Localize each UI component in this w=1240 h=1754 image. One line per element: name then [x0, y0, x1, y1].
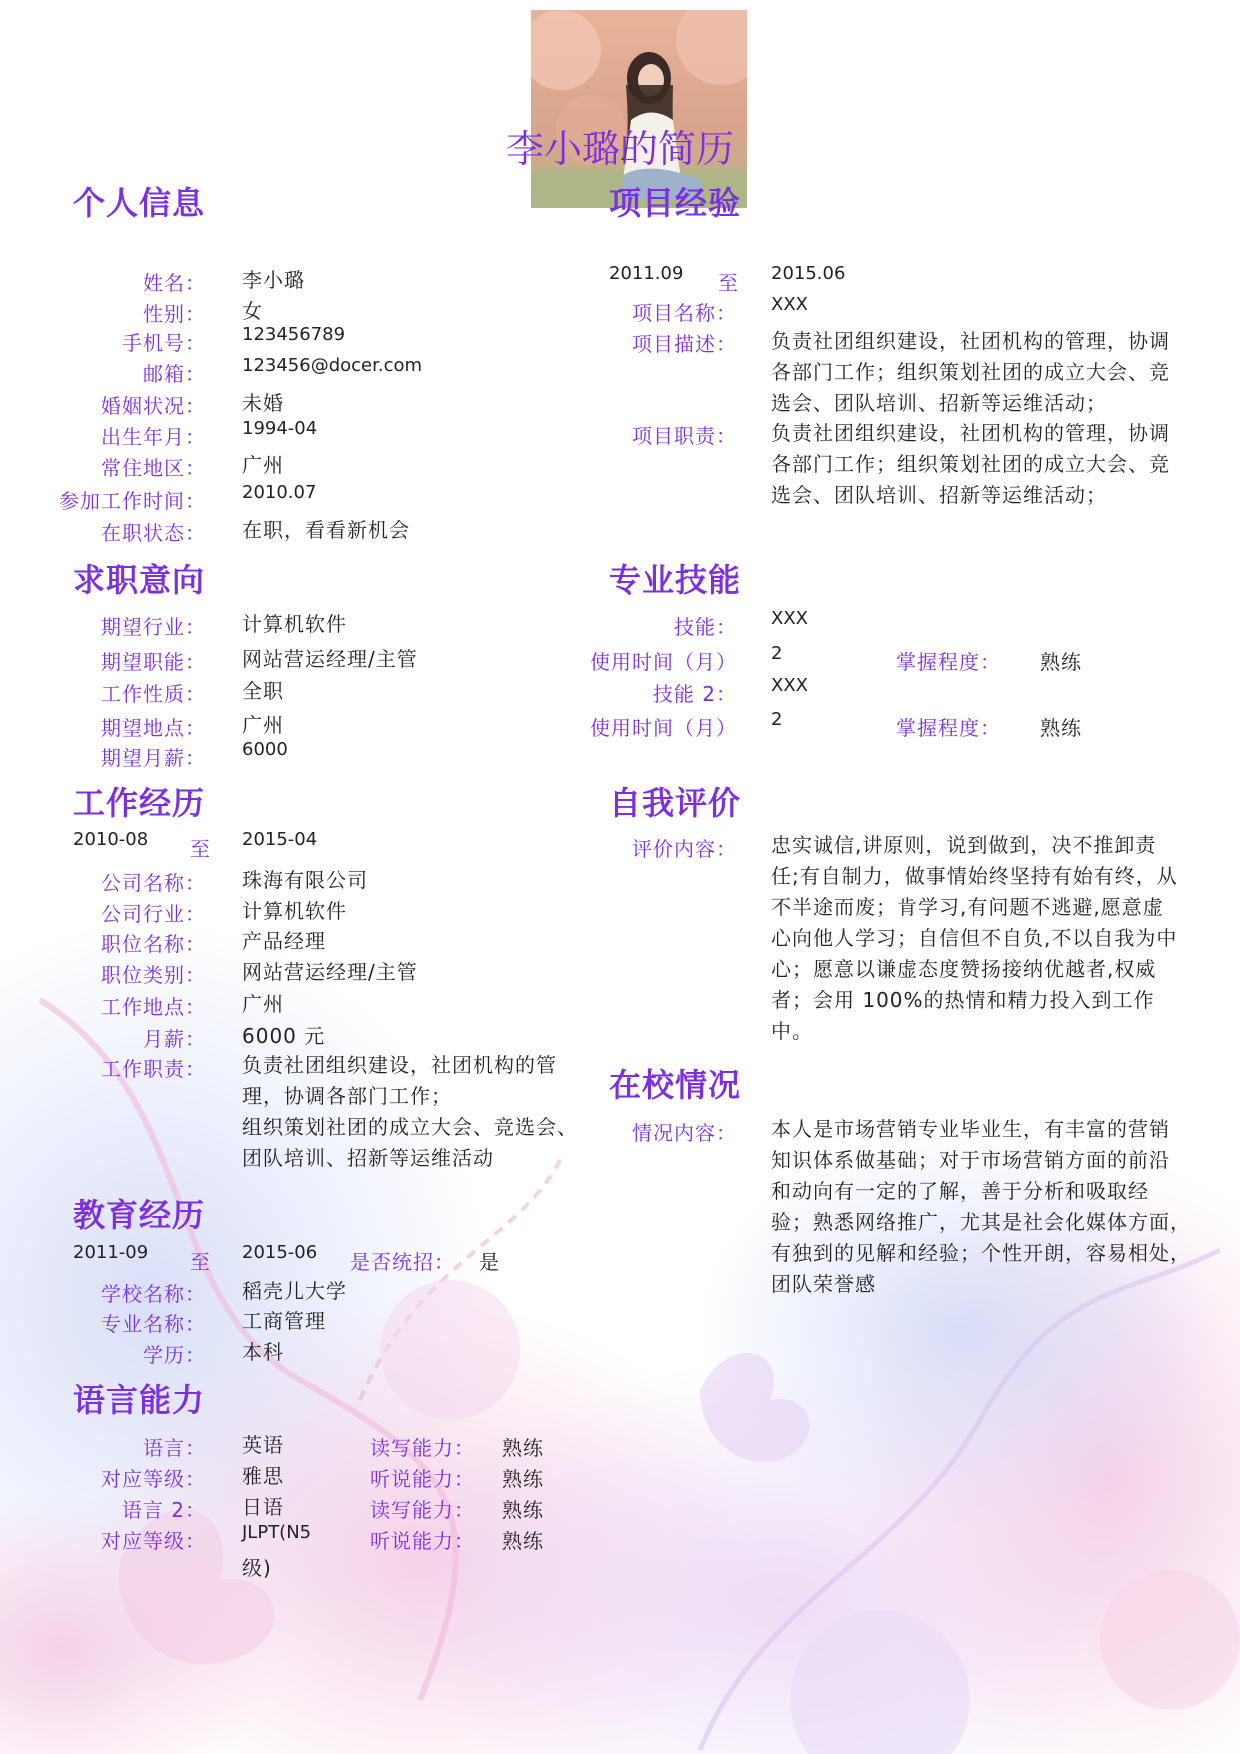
self-eval-line: 忠实诚信,讲原则，说到做到，决不推卸责 [771, 833, 1157, 857]
personal-value: 1994-04 [242, 418, 318, 439]
campus-line: 团队荣誉感 [771, 1272, 876, 1296]
work-value: 网站营运经理/主管 [242, 960, 418, 984]
personal-label: 在职状态： [101, 521, 206, 545]
section-heading-education: 教育经历 [73, 1196, 206, 1234]
language-label: 对应等级： [101, 1529, 206, 1553]
skill-label: 技能： [674, 615, 737, 639]
personal-value: 123456@docer.com [242, 355, 423, 376]
skill-value: XXX [771, 608, 808, 629]
project-name-label: 项目名称： [632, 301, 737, 325]
personal-label: 参加工作时间： [59, 489, 206, 513]
language-skill-value: 熟练 [502, 1529, 544, 1553]
section-heading-skills: 专业技能 [609, 561, 742, 599]
intent-label: 期望职能： [101, 650, 206, 674]
work-start-date: 2010-08 [73, 829, 149, 850]
language-value: 日语 [242, 1495, 284, 1519]
work-label: 公司名称： [101, 871, 206, 895]
project-role-text [771, 418, 1191, 511]
self-eval-line: 心向他人学习；自信但不自负,不以自我为中 [771, 926, 1178, 950]
edu-tongzhao-label: 是否统招： [350, 1250, 455, 1274]
work-label: 公司行业： [101, 902, 206, 926]
work-duty-line: 组织策划社团的成立大会、竞选会、 [242, 1115, 578, 1139]
resume-title: 李小璐的简历 [505, 127, 734, 171]
intent-value: 计算机软件 [242, 612, 347, 636]
skill-level-label: 掌握程度： [896, 650, 1001, 674]
campus-line: 知识体系做基础；对于市场营销方面的前沿 [771, 1148, 1170, 1172]
work-duty-text [242, 1050, 602, 1174]
intent-value: 广州 [242, 713, 284, 737]
skill-value: 2 [771, 643, 783, 664]
work-to-label: 至 [190, 837, 210, 861]
intent-value: 全职 [242, 679, 284, 703]
language-label: 语言： [143, 1436, 206, 1460]
campus-line: 和动向有一定的了解，善于分析和吸取经 [771, 1179, 1149, 1203]
project-desc-line: 负责社团组织建设，社团机构的管理，协调 [771, 329, 1170, 353]
personal-value: 李小璐 [242, 268, 305, 292]
education-label: 专业名称： [101, 1312, 206, 1336]
personal-value: 2010.07 [242, 482, 317, 503]
intent-value: 6000 [242, 739, 288, 760]
personal-label: 婚姻状况： [101, 394, 206, 418]
language-label: 对应等级： [101, 1467, 206, 1491]
self-eval-label: 评价内容： [632, 837, 737, 861]
self-eval-line: 者；会用 100%的热情和精力投入到工作中。 [771, 988, 1155, 1043]
project-desc-line: 各部门工作；组织策划社团的成立大会、竞 [771, 360, 1170, 384]
language-skill-label: 读写能力： [370, 1436, 475, 1460]
self-eval-text [771, 830, 1191, 1047]
education-label: 学校名称： [101, 1282, 206, 1306]
work-value: 计算机软件 [242, 899, 347, 923]
skill-label: 使用时间（月） [590, 716, 737, 740]
project-start-date: 2011.09 [609, 263, 684, 284]
section-heading-campus: 在校情况 [609, 1066, 742, 1104]
language-skill-value: 熟练 [502, 1436, 544, 1460]
education-value: 本科 [242, 1340, 284, 1364]
project-desc-line: 选会、团队培训、招新等运维活动； [771, 391, 1107, 415]
personal-value: 在职，看看新机会 [242, 518, 410, 542]
education-value: 工商管理 [242, 1309, 326, 1333]
work-label: 月薪： [143, 1027, 206, 1051]
section-heading-language: 语言能力 [73, 1381, 206, 1419]
edu-end-date: 2015-06 [242, 1242, 318, 1263]
skill-label: 使用时间（月） [590, 650, 737, 674]
work-value: 广州 [242, 992, 284, 1016]
language-value: 英语 [242, 1433, 284, 1457]
work-duty-line: 理，协调各部门工作； [242, 1084, 452, 1108]
education-value: 稻壳儿大学 [242, 1279, 347, 1303]
self-eval-line: 任;有自制力，做事情始终坚持有始有终，从 [771, 864, 1178, 888]
language-skill-value: 熟练 [502, 1498, 544, 1522]
language-skill-label: 读写能力： [370, 1498, 475, 1522]
project-role-label: 项目职责： [632, 424, 737, 448]
project-end-date: 2015.06 [771, 263, 846, 284]
campus-line: 本人是市场营销专业毕业生，有丰富的营销 [771, 1117, 1170, 1141]
intent-label: 期望地点： [101, 716, 206, 740]
work-label: 职位类别： [101, 963, 206, 987]
intent-label: 期望月薪： [101, 746, 206, 770]
project-role-line: 各部门工作；组织策划社团的成立大会、竞 [771, 452, 1170, 476]
personal-value: 广州 [242, 453, 284, 477]
language-value: JLPT(N5 [242, 1522, 312, 1543]
work-label: 工作地点： [101, 995, 206, 1019]
campus-line: 验；熟悉网络推广，尤其是社会化媒体方面， [771, 1210, 1191, 1234]
project-to-label: 至 [718, 271, 738, 295]
work-value: 产品经理 [242, 929, 326, 953]
intent-label: 期望行业： [101, 615, 206, 639]
language-label: 语言 2： [121, 1498, 206, 1522]
intent-value: 网站营运经理/主管 [242, 647, 418, 671]
section-heading-work: 工作经历 [73, 784, 206, 822]
personal-label: 性别： [143, 302, 206, 326]
project-desc-label: 项目描述： [632, 332, 737, 356]
language-skill-label: 听说能力： [370, 1467, 475, 1491]
project-name-value: XXX [771, 294, 808, 315]
work-duty-label: 工作职责： [101, 1057, 206, 1081]
section-heading-project: 项目经验 [609, 184, 742, 222]
lang-value-line2: 级) [242, 1556, 272, 1580]
project-desc-text [771, 326, 1191, 419]
work-value: 珠海有限公司 [242, 868, 368, 892]
campus-text [771, 1114, 1191, 1300]
education-label: 学历： [143, 1343, 206, 1367]
skill-level-value: 熟练 [1040, 650, 1082, 674]
edu-start-date: 2011-09 [73, 1242, 149, 1263]
section-heading-personal: 个人信息 [73, 184, 206, 222]
personal-value: 123456789 [242, 324, 346, 345]
work-label: 职位名称： [101, 932, 206, 956]
skill-level-value: 熟练 [1040, 716, 1082, 740]
personal-label: 出生年月： [101, 425, 206, 449]
self-eval-line: 不半途而废；肯学习,有问题不逃避,愿意虚 [771, 895, 1164, 919]
personal-label: 姓名： [143, 271, 206, 295]
skill-level-label: 掌握程度： [896, 716, 1001, 740]
personal-label: 手机号： [122, 331, 206, 355]
language-skill-label: 听说能力： [370, 1529, 475, 1553]
campus-label: 情况内容： [632, 1121, 737, 1145]
language-value: 雅思 [242, 1464, 284, 1488]
skill-label: 技能 2： [652, 682, 737, 706]
personal-label: 常住地区： [101, 456, 206, 480]
work-duty-line: 团队培训、招新等运维活动 [242, 1146, 494, 1170]
personal-value: 女 [242, 299, 263, 323]
edu-tongzhao-value: 是 [479, 1250, 500, 1274]
intent-label: 工作性质： [101, 682, 206, 706]
work-duty-line: 负责社团组织建设，社团机构的管 [242, 1053, 557, 1077]
personal-value: 未婚 [242, 391, 284, 415]
work-value: 6000 元 [242, 1024, 326, 1048]
section-heading-self-eval: 自我评价 [609, 784, 742, 822]
project-role-line: 选会、团队培训、招新等运维活动； [771, 483, 1107, 507]
campus-line: 有独到的见解和经验；个性开朗，容易相处， [771, 1241, 1191, 1265]
edu-to-label: 至 [190, 1250, 210, 1274]
project-role-line: 负责社团组织建设，社团机构的管理，协调 [771, 421, 1170, 445]
section-heading-intent: 求职意向 [73, 561, 206, 599]
skill-value: 2 [771, 709, 783, 730]
work-end-date: 2015-04 [242, 829, 318, 850]
skill-value: XXX [771, 675, 808, 696]
personal-label: 邮箱： [143, 362, 206, 386]
self-eval-line: 心；愿意以谦虚态度赞扬接纳优越者,权威 [771, 957, 1157, 981]
language-skill-value: 熟练 [502, 1467, 544, 1491]
